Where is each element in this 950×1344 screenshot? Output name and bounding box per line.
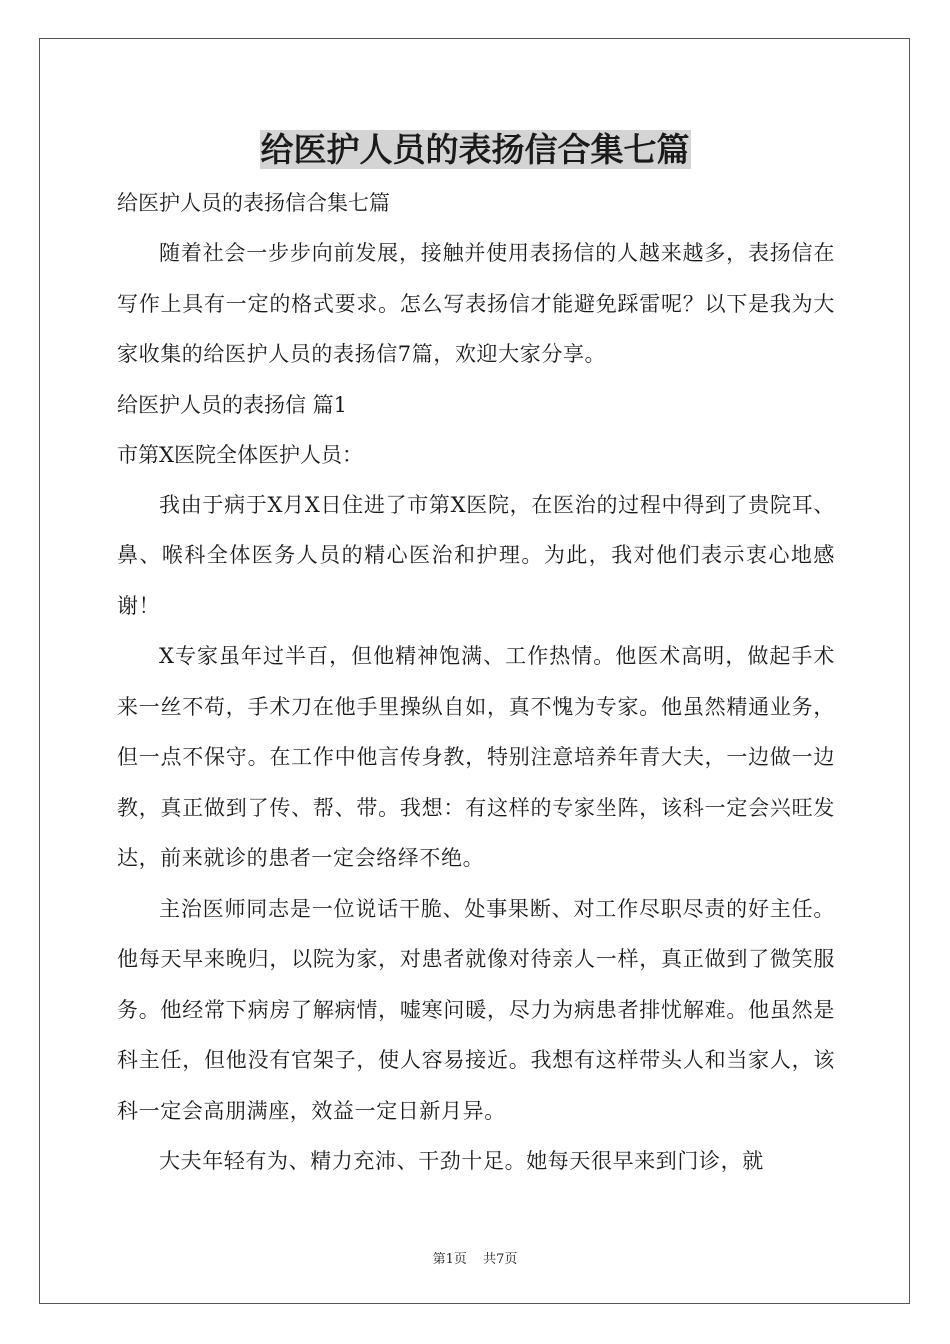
- section-heading: 给医护人员的表扬信 篇1: [117, 392, 348, 417]
- document-title: 给医护人员的表扬信合集七篇: [260, 130, 690, 169]
- letter-paragraph-4: 大夫年轻有为、精力充沛、干劲十足。她每天很早来到门诊，就: [159, 1149, 764, 1173]
- document-body: [117, 178, 835, 1187]
- letter-paragraph-3: 主治医师同志是一位说话干脆、处事果断、对工作尽职尽责的好主任。他每天早来晚归，以院为家，对患者就像对待亲人一样，真正做到了微笑服务。他经常下病房了解病情，嘘寒问暖，尽力为病患者排忧解难。他虽然是科主任，但他没有官架子，使人容易接近。我想有这样带头人和当家人，该科一定会高朋满座，效益一定日新月异。: [117, 896, 835, 1123]
- letter-paragraph-1: 我由于病于X月X日住进了市第X医院，在医治的过程中得到了贵院耳、鼻、喉科全体医务人员的精心医治和护理。为此，我对他们表示衷心地感谢！: [117, 492, 835, 618]
- intro-paragraph: 随着社会一步步向前发展，接触并使用表扬信的人越来越多，表扬信在写作上具有一定的格式要求。怎么写表扬信才能避免踩雷呢？以下是我为大家收集的给医护人员的表扬信7篇，欢迎大家分享。: [117, 241, 835, 366]
- letter-paragraph-2: X专家虽年过半百，但他精神饱满、工作热情。他医术高明，做起手术来一丝不苟，手术刀在他手里操纵自如，真不愧为专家。他虽然精通业务，但一点不保守。在工作中他言传身教，特别注意培养年青大夫，一边做一边教，真正做到了传、帮、带。我想：有这样的专家坐阵，该科一定会兴旺发达，前来就诊的患者一定会络绎不绝。: [117, 644, 835, 870]
- document-subtitle: 给医护人员的表扬信合集七篇: [117, 191, 390, 215]
- page-total: 共7页: [483, 1252, 518, 1267]
- page-footer: [0, 1248, 950, 1267]
- page-number: 第1页: [432, 1252, 467, 1267]
- letter-salutation: 市第X医院全体医护人员：: [117, 442, 363, 467]
